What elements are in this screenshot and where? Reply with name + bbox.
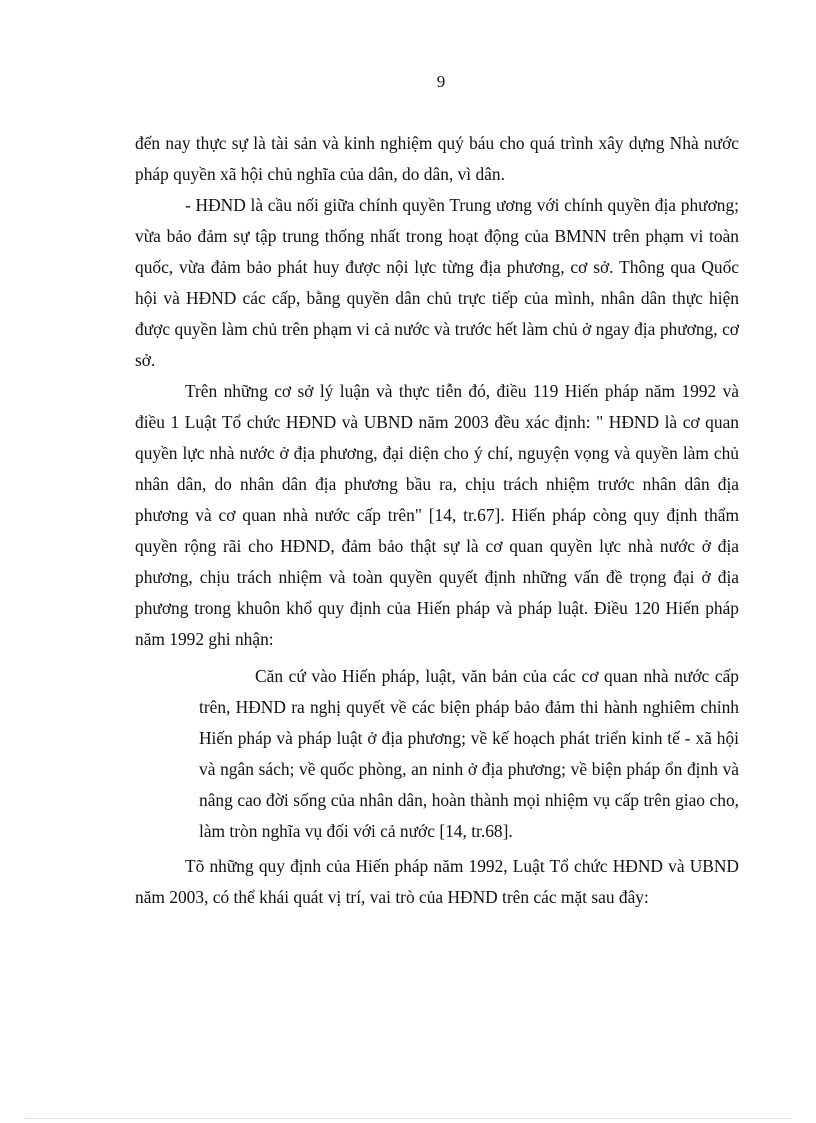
paragraph-constitution-definition: Trên những cơ sở lý luận và thực tiễn đó, điều 119 Hiến pháp năm 1992 và điều 1 Luật Tổ chức HĐND và UBND năm 2003 đều xác định: " HĐND là cơ quan quyền lực nhà nước ở địa phương, đại diện cho ý chí, nguyện vọng và quyền làm chủ nhân dân, do nhân dân địa phương bầu ra, chịu trách nhiệm trước nhân dân địa phương và cơ quan nhà nước cấp trên" [14, tr.67]. Hiến pháp còng quy định thẩm quyền rộng rãi cho HĐND, đảm bảo thật sự là cơ quan quyền lực nhà nước ở địa phương, chịu trách nhiệm và toàn quyền quyết định những vấn đề trọng đại ở địa phương trong khuôn khổ quy định của Hiến pháp và pháp luật. Điều 120 Hiến pháp năm 1992 ghi nhận:: [135, 381, 739, 649]
paragraph-summary: Tõ những quy định của Hiến pháp năm 1992, Luật Tổ chức HĐND và UBND năm 2003, có thể khái quát vị trí, vai trò của HĐND trên các mặt sau đây:: [135, 856, 739, 907]
footer-divider: [24, 1118, 792, 1119]
block-quote-article-120: Căn cứ vào Hiến pháp, luật, văn bản của các cơ quan nhà nước cấp trên, HĐND ra nghị quyết về các biện pháp bảo đảm thi hành nghiêm chỉnh Hiến pháp và pháp luật ở địa phương; về kế hoạch phát triển kinh tế - xã hội và ngân sách; về quốc phòng, an ninh ở địa phương; về biện pháp ổn định và nâng cao đời sống của nhân dân, hoàn thành mọi nhiệm vụ cấp trên giao cho, làm tròn nghĩa vụ đối với cả nước [14, tr.68].: [199, 666, 739, 841]
paragraph-hdnd-bridge: - HĐND là cầu nối giữa chính quyền Trung ương với chính quyền địa phương; vừa bảo đảm sự tập trung thống nhất trong hoạt động của BMNN trên phạm vi toàn quốc, vừa đảm bảo phát huy được nội lực từng địa phương, cơ sở. Thông qua Quốc hội và HĐND các cấp, bằng quyền dân chủ trực tiếp của mình, nhân dân thực hiện được quyền làm chủ trên phạm vi cả nước và trước hết làm chủ ở ngay địa phương, cơ sở.: [135, 195, 739, 370]
page-number: 9: [436, 72, 446, 91]
document-body: [135, 128, 739, 913]
paragraph-continuation: đến nay thực sự là tài sản và kinh nghiệm quý báu cho quá trình xây dựng Nhà nước pháp quyền xã hội chủ nghĩa của dân, do dân, vì dân.: [135, 133, 739, 184]
